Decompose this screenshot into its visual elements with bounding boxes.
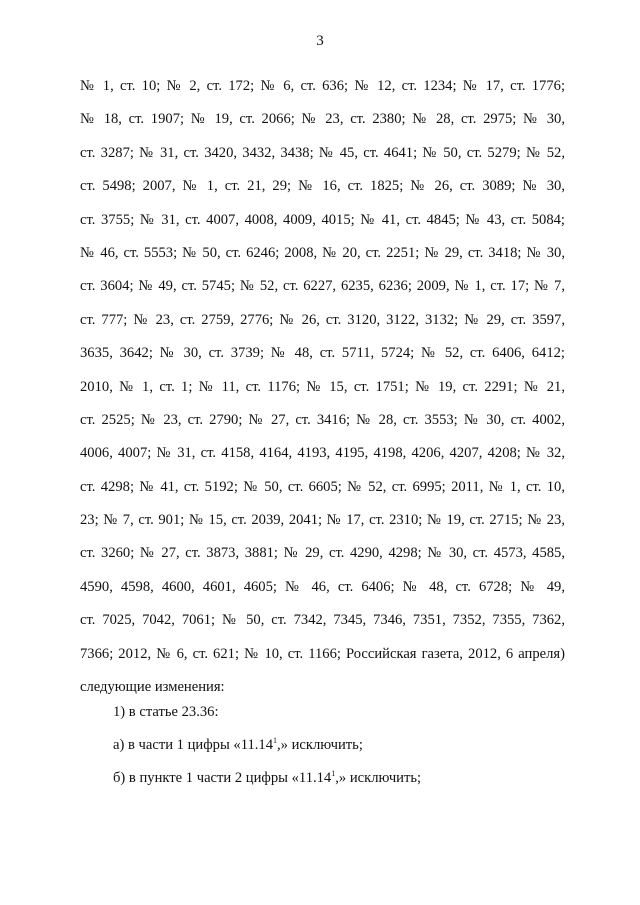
list-item-1: 1) в статье 23.36: — [113, 704, 219, 720]
page-number: 3 — [316, 33, 324, 49]
paragraph-line: ст. 7025, 7042, 7061; № 50, ст. 7342, 7345, 7346, 7351, 7352, 7355, 7362, — [80, 612, 565, 629]
paragraph-line: ст. 777; № 23, ст. 2759, 2776; № 26, ст. 3120, 3122, 3132; № 29, ст. 3597, — [80, 311, 565, 328]
paragraph-line: № 1, ст. 10; № 2, ст. 172; № 6, ст. 636; № 12, ст. 1234; № 17, ст. 1776; — [80, 78, 565, 94]
item-a-suffix: ,» исключить; — [277, 737, 363, 753]
paragraph-line: ст. 5498; 2007, № 1, ст. 21, 29; № 16, ст. 1825; № 26, ст. 3089; № 30, — [80, 178, 565, 195]
paragraph-line: № 18, ст. 1907; № 19, ст. 2066; № 23, ст. 2380; № 28, ст. 2975; № 30, — [80, 111, 565, 128]
list-item-a — [113, 729, 363, 762]
item-a-superscript: 1 — [273, 736, 278, 745]
paragraph-line: 4006, 4007; № 31, ст. 4158, 4164, 4193, 4195, 4198, 4206, 4207, 4208; № 32, — [80, 445, 565, 462]
item-b-text: б) в пункте 1 части 2 цифры «11.14 — [113, 770, 332, 786]
item-b-suffix: ,» исключить; — [335, 770, 422, 786]
paragraph-line: 23; № 7, ст. 901; № 15, ст. 2039, 2041; № 17, ст. 2310; № 19, ст. 2715; № 23, — [80, 512, 565, 529]
paragraph-line: ст. 3755; № 31, ст. 4007, 4008, 4009, 4015; № 41, ст. 4845; № 43, ст. 5084; — [80, 211, 565, 228]
paragraph-line: 4590, 4598, 4600, 4601, 4605; № 46, ст. 6406; № 48, ст. 6728; № 49, — [80, 578, 565, 595]
paragraph-line: 2010, № 1, ст. 1; № 11, ст. 1176; № 15, ст. 1751; № 19, ст. 2291; № 21, — [80, 378, 565, 395]
paragraph-line: ст. 4298; № 41, ст. 5192; № 50, ст. 6605; № 52, ст. 6995; 2011, № 1, ст. 10, — [80, 478, 565, 495]
list-item-b — [113, 762, 421, 795]
paragraph-line: № 46, ст. 5553; № 50, ст. 6246; 2008, № 20, ст. 2251; № 29, ст. 3418; № 30, — [80, 244, 565, 261]
paragraph-line: следующие изменения: — [80, 679, 225, 696]
paragraph-line: 7366; 2012, № 6, ст. 621; № 10, ст. 1166; Российская газета, 2012, 6 апреля) — [80, 645, 565, 662]
paragraph-line: 3635, 3642; № 30, ст. 3739; № 48, ст. 5711, 5724; № 52, ст. 6406, 6412; — [80, 345, 565, 362]
paragraph-line: ст. 3260; № 27, ст. 3873, 3881; № 29, ст. 4290, 4298; № 30, ст. 4573, 4585, — [80, 545, 565, 562]
paragraph-line: ст. 2525; № 23, ст. 2790; № 27, ст. 3416; № 28, ст. 3553; № 30, ст. 4002, — [80, 411, 565, 428]
paragraph-line: ст. 3604; № 49, ст. 5745; № 52, ст. 6227, 6235, 6236; 2009, № 1, ст. 17; № 7, — [80, 278, 565, 295]
document-paragraph — [80, 70, 565, 704]
item-a-text: а) в части 1 цифры «11.14 — [113, 737, 274, 753]
item-b-superscript: 1 — [331, 769, 336, 778]
paragraph-line: ст. 3287; № 31, ст. 3420, 3432, 3438; № 45, ст. 4641; № 50, ст. 5279; № 52, — [80, 144, 565, 161]
